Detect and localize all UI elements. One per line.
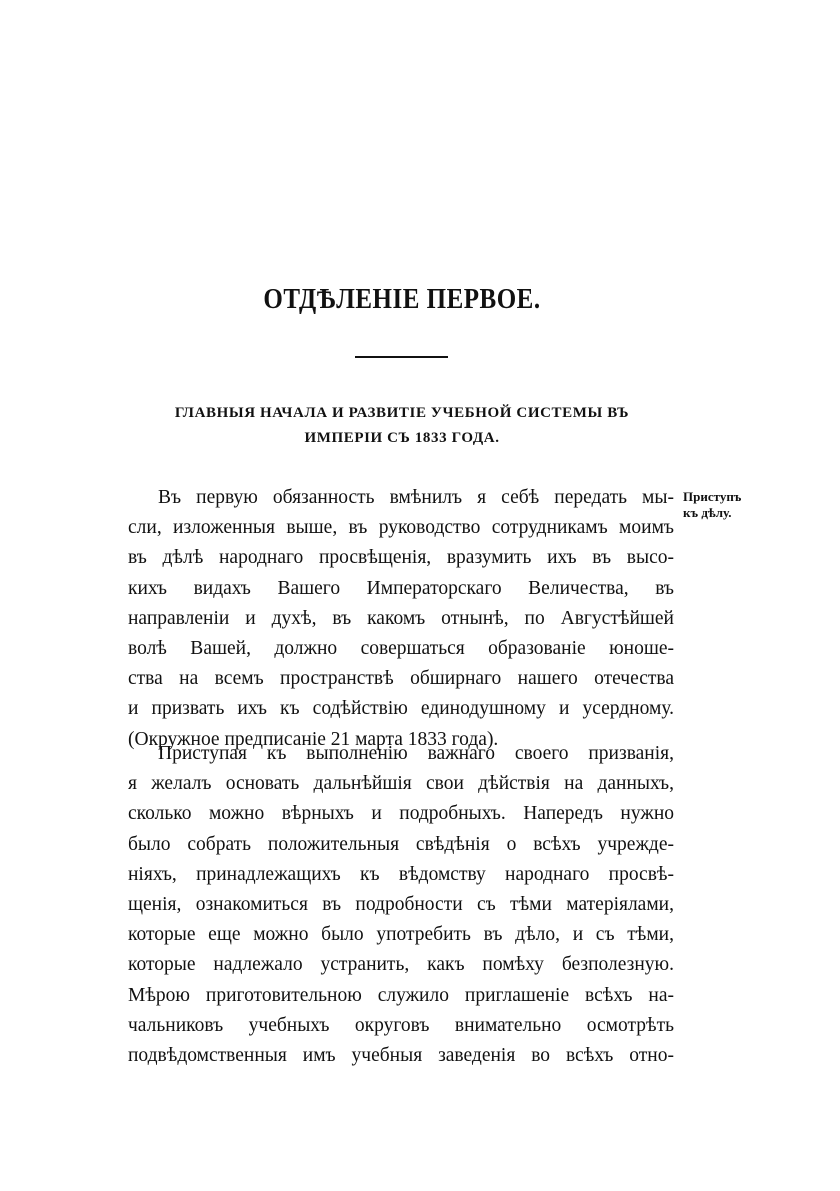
margin-note-line: Приступъ: [683, 489, 742, 504]
text-line: Въ первую обязанность вмѣнилъ я себѣ передать мы-: [158, 487, 674, 508]
text-line: ніяхъ, принадлежащихъ къ вѣдомству народнаго просвѣ-: [128, 863, 674, 885]
text-line: кихъ видахъ Вашего Императорскаго Величества, въ: [128, 577, 674, 599]
chapter-subtitle: [130, 401, 674, 451]
text-line: чальниковъ учебныхъ округовъ внимательно осмотрѣть: [128, 1014, 674, 1036]
text-line: направленіи и духѣ, въ какомъ отнынѣ, по Августѣйшей: [128, 607, 674, 629]
text-line: Приступая къ выполненію важнаго своего призванія,: [158, 743, 674, 764]
title-divider: [355, 356, 448, 358]
paragraph-1: [128, 483, 674, 755]
text-line: подвѣдомственныя имъ учебныя заведенія во всѣхъ отно-: [128, 1044, 674, 1066]
margin-note-line: къ дѣлу.: [683, 505, 732, 520]
text-line: и призвать ихъ къ содѣйствію единодушному и усердному.: [128, 698, 674, 720]
text-line: которые надлежало устранить, какъ помѣху безполезную.: [128, 954, 674, 976]
text-line: сли, изложенныя выше, въ руководство сотрудникамъ моимъ: [128, 517, 674, 539]
text-line: въ дѣлѣ народнаго просвѣщенія, вразумить ихъ въ высо-: [128, 547, 674, 569]
text-line: (Окружное предписаніе 21 марта 1833 года).: [128, 728, 499, 750]
text-line: щенія, ознакомиться въ подробности съ тѣми матеріялами,: [128, 893, 674, 915]
text-line: ства на всемъ пространствѣ обширнаго нашего отечества: [128, 668, 674, 690]
text-line: волѣ Вашей, должно совершаться образованіе юноше-: [128, 637, 674, 659]
text-line: которые еще можно было употребить въ дѣло, и съ тѣми,: [128, 924, 674, 946]
subtitle-line: ГЛАВНЫЯ НАЧАЛА И РАЗВИТІЕ УЧЕБНОЙ СИСТЕМЫ ВЪ: [174, 405, 630, 421]
text-line: было собрать положительныя свѣдѣнія о всѣхъ учрежде-: [128, 833, 674, 855]
text-line: я желалъ основать дальнѣйшія свои дѣйствія на данныхъ,: [128, 773, 674, 795]
section-title: ОТДѢЛЕНІЕ ПЕРВОЕ.: [263, 284, 541, 315]
text-line: Мѣрою приготовительною служило приглашеніе всѣхъ на-: [128, 984, 674, 1006]
text-line: сколько можно вѣрныхъ и подробныхъ. Напередъ нужно: [128, 803, 674, 825]
paragraph-2: [128, 739, 674, 1071]
margin-note: [683, 489, 763, 521]
subtitle-line: ИМПЕРІИ СЪ 1833 ГОДА.: [304, 430, 500, 446]
